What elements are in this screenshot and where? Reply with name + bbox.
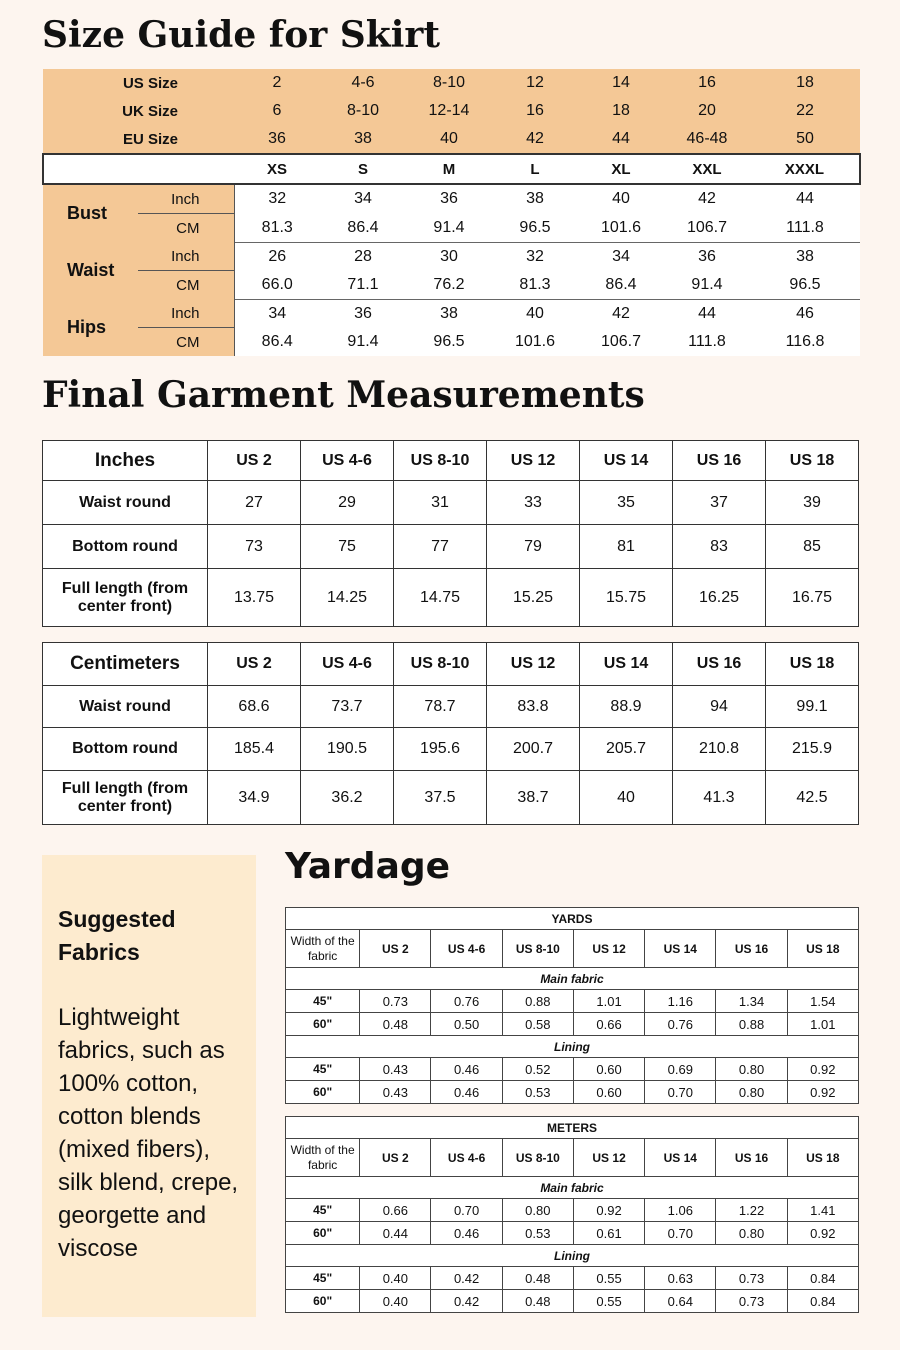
yardage-row [286, 1081, 859, 1104]
size-guide-title: Size Guide for Skirt [42, 14, 440, 56]
yardage-value: 0.60 [573, 1081, 644, 1104]
size-header: US 12 [573, 1139, 644, 1177]
size-value: 2 [234, 69, 320, 97]
measure-value: 66.0 [234, 271, 320, 300]
fabric-width: 60" [286, 1222, 360, 1245]
measure-value: 42 [664, 184, 750, 214]
size-header: US 12 [573, 930, 644, 968]
size-header: US 16 [673, 441, 766, 481]
yardage-row [286, 990, 859, 1013]
letter-size: XL [578, 154, 664, 184]
yardage-value: 0.50 [431, 1013, 502, 1036]
size-value: 14 [578, 69, 664, 97]
size-value: 22 [750, 97, 860, 125]
size-value: 36 [234, 125, 320, 154]
yardage-value: 0.92 [787, 1058, 858, 1081]
size-header: US 16 [716, 930, 787, 968]
measurement-value: 205.7 [580, 728, 673, 771]
size-value: 40 [406, 125, 492, 154]
size-guide-table [42, 69, 861, 356]
measure-value: 38 [492, 184, 578, 214]
measure-value: 44 [664, 299, 750, 328]
yardage-value: 0.43 [360, 1058, 431, 1081]
row-label: Full length (from center front) [43, 771, 208, 825]
fabric-width: 60" [286, 1290, 360, 1313]
yardage-value: 0.42 [431, 1267, 502, 1290]
garment-row [43, 686, 859, 728]
measurement-value: 83 [673, 525, 766, 569]
fabric-width: 45" [286, 1199, 360, 1222]
measurement-value: 14.75 [394, 569, 487, 627]
measurement-value: 34.9 [208, 771, 301, 825]
yardage-value: 0.52 [502, 1058, 573, 1081]
width-header: Width of the fabric [286, 1139, 360, 1177]
yardage-caption: METERS [286, 1117, 859, 1139]
yardage-value: 0.64 [645, 1290, 716, 1313]
measurement-value: 68.6 [208, 686, 301, 728]
measure-value: 46 [750, 299, 860, 328]
yardage-value: 0.46 [431, 1222, 502, 1245]
yardage-value: 0.84 [787, 1267, 858, 1290]
fabric-width: 60" [286, 1013, 360, 1036]
section-label: Lining [286, 1036, 859, 1058]
yardage-value: 0.40 [360, 1267, 431, 1290]
yardage-value: 0.73 [360, 990, 431, 1013]
yardage-row [286, 1222, 859, 1245]
size-value: 18 [578, 97, 664, 125]
size-header: US 4-6 [301, 643, 394, 686]
suggested-fabrics-title: Suggested Fabrics [58, 906, 176, 965]
width-header: Width of the fabric [286, 930, 360, 968]
yardage-value: 0.92 [787, 1222, 858, 1245]
yardage-caption: YARDS [286, 908, 859, 930]
size-row-eu [43, 125, 860, 154]
measure-value: 34 [320, 184, 406, 214]
yardage-value: 0.92 [787, 1081, 858, 1104]
yardage-value: 0.61 [573, 1222, 644, 1245]
measurement-value: 37.5 [394, 771, 487, 825]
size-header: US 18 [766, 643, 859, 686]
garment-row [43, 481, 859, 525]
measure-value: 101.6 [492, 328, 578, 357]
yardage-value: 0.84 [787, 1290, 858, 1313]
yardage-section-row [286, 1036, 859, 1058]
yardage-value: 0.76 [645, 1013, 716, 1036]
measure-value: 116.8 [750, 328, 860, 357]
measurement-value: 85 [766, 525, 859, 569]
size-row-uk [43, 97, 860, 125]
measurement-value: 81 [580, 525, 673, 569]
letter-size: XS [234, 154, 320, 184]
measurement-value: 99.1 [766, 686, 859, 728]
row-label: Waist round [43, 686, 208, 728]
measure-value: 26 [234, 242, 320, 271]
size-value: 16 [664, 69, 750, 97]
garment-row [43, 728, 859, 771]
fabric-width: 45" [286, 1267, 360, 1290]
size-label: US Size [43, 69, 234, 97]
yardage-value: 0.48 [360, 1013, 431, 1036]
measure-group-label: Waist [43, 242, 138, 299]
size-row-us [43, 69, 860, 97]
letter-size: S [320, 154, 406, 184]
measurement-value: 190.5 [301, 728, 394, 771]
yardage-value: 0.73 [716, 1267, 787, 1290]
size-header: US 18 [787, 930, 858, 968]
measurement-value: 73.7 [301, 686, 394, 728]
size-value: 12-14 [406, 97, 492, 125]
yardage-value: 1.34 [716, 990, 787, 1013]
yardage-value: 0.80 [716, 1222, 787, 1245]
yardage-value: 0.66 [573, 1013, 644, 1036]
measurement-value: 41.3 [673, 771, 766, 825]
size-header: US 4-6 [431, 1139, 502, 1177]
yardage-row [286, 1199, 859, 1222]
yardage-value: 0.43 [360, 1081, 431, 1104]
measure-value: 40 [578, 184, 664, 214]
yardage-value: 1.06 [645, 1199, 716, 1222]
size-header: US 12 [487, 441, 580, 481]
yardage-value: 0.48 [502, 1267, 573, 1290]
yardage-meters-table [285, 1116, 859, 1313]
yardage-value: 0.63 [645, 1267, 716, 1290]
fabric-width: 45" [286, 990, 360, 1013]
yardage-value: 0.44 [360, 1222, 431, 1245]
size-header: US 14 [645, 1139, 716, 1177]
measurement-value: 83.8 [487, 686, 580, 728]
yardage-value: 0.88 [716, 1013, 787, 1036]
measure-value: 28 [320, 242, 406, 271]
measure-value: 96.5 [750, 271, 860, 300]
measurement-value: 16.25 [673, 569, 766, 627]
measure-row-cm [43, 214, 860, 243]
measurement-value: 31 [394, 481, 487, 525]
yardage-value: 0.55 [573, 1267, 644, 1290]
yardage-value: 0.70 [645, 1222, 716, 1245]
size-header: US 2 [360, 930, 431, 968]
measure-value: 32 [492, 242, 578, 271]
measurement-value: 215.9 [766, 728, 859, 771]
measure-value: 106.7 [664, 214, 750, 243]
yardage-value: 1.41 [787, 1199, 858, 1222]
size-value: 8-10 [406, 69, 492, 97]
size-header: US 8-10 [502, 930, 573, 968]
measure-value: 42 [578, 299, 664, 328]
measure-value: 30 [406, 242, 492, 271]
yardage-caption-row [286, 908, 859, 930]
measure-value: 111.8 [750, 214, 860, 243]
size-value: 4-6 [320, 69, 406, 97]
yardage-title: Yardage [285, 846, 451, 887]
measurement-value: 35 [580, 481, 673, 525]
yardage-value: 0.69 [645, 1058, 716, 1081]
suggested-fabrics-box [42, 855, 256, 1317]
yardage-value: 0.42 [431, 1290, 502, 1313]
measurement-value: 16.75 [766, 569, 859, 627]
row-label: Bottom round [43, 525, 208, 569]
measure-row-cm [43, 328, 860, 357]
size-value: 50 [750, 125, 860, 154]
measure-value: 36 [320, 299, 406, 328]
garment-header-row [43, 441, 859, 481]
letter-size: L [492, 154, 578, 184]
measure-value: 106.7 [578, 328, 664, 357]
size-value: 38 [320, 125, 406, 154]
measurement-value: 15.25 [487, 569, 580, 627]
measure-value: 34 [578, 242, 664, 271]
measure-row-cm [43, 271, 860, 300]
measure-value: 101.6 [578, 214, 664, 243]
yardage-value: 1.01 [787, 1013, 858, 1036]
size-header: US 4-6 [431, 930, 502, 968]
yardage-value: 0.80 [502, 1199, 573, 1222]
measure-value: 81.3 [492, 271, 578, 300]
measurement-value: 36.2 [301, 771, 394, 825]
yardage-section-row [286, 1245, 859, 1267]
measure-value: 38 [406, 299, 492, 328]
measurement-value: 73 [208, 525, 301, 569]
size-header: US 8-10 [394, 643, 487, 686]
measurement-value: 15.75 [580, 569, 673, 627]
yardage-row [286, 1058, 859, 1081]
size-header: US 2 [360, 1139, 431, 1177]
size-header: US 2 [208, 643, 301, 686]
measure-row-inch [43, 299, 860, 328]
size-header: US 16 [673, 643, 766, 686]
garment-row [43, 771, 859, 825]
measurement-value: 77 [394, 525, 487, 569]
yardage-section-row [286, 1177, 859, 1199]
yardage-value: 0.70 [431, 1199, 502, 1222]
section-label: Main fabric [286, 968, 859, 990]
size-header: US 2 [208, 441, 301, 481]
measurement-value: 27 [208, 481, 301, 525]
unit-label: Inch [138, 242, 234, 271]
letter-size-blank [43, 154, 234, 184]
yardage-value: 0.55 [573, 1290, 644, 1313]
measure-value: 86.4 [320, 214, 406, 243]
size-header: US 18 [766, 441, 859, 481]
size-value: 44 [578, 125, 664, 154]
letter-size-row [43, 154, 860, 184]
measurement-value: 94 [673, 686, 766, 728]
measure-value: 44 [750, 184, 860, 214]
fabric-width: 60" [286, 1081, 360, 1104]
yardage-value: 1.54 [787, 990, 858, 1013]
yardage-value: 0.80 [716, 1081, 787, 1104]
section-label: Main fabric [286, 1177, 859, 1199]
measure-group-label: Bust [43, 184, 138, 242]
size-header: US 16 [716, 1139, 787, 1177]
size-label: UK Size [43, 97, 234, 125]
measurement-value: 79 [487, 525, 580, 569]
yardage-caption-row [286, 1117, 859, 1139]
yardage-value: 0.53 [502, 1222, 573, 1245]
measurement-value: 14.25 [301, 569, 394, 627]
size-value: 12 [492, 69, 578, 97]
measurement-value: 185.4 [208, 728, 301, 771]
unit-header: Inches [43, 441, 208, 481]
size-label: EU Size [43, 125, 234, 154]
measure-value: 40 [492, 299, 578, 328]
measure-value: 86.4 [578, 271, 664, 300]
garment-header-row [43, 643, 859, 686]
size-header: US 4-6 [301, 441, 394, 481]
row-label: Full length (from center front) [43, 569, 208, 627]
measure-value: 96.5 [406, 328, 492, 357]
measurement-value: 33 [487, 481, 580, 525]
measurement-value: 78.7 [394, 686, 487, 728]
yardage-section-row [286, 968, 859, 990]
yardage-value: 0.73 [716, 1290, 787, 1313]
fabric-width: 45" [286, 1058, 360, 1081]
yardage-value: 0.76 [431, 990, 502, 1013]
size-value: 42 [492, 125, 578, 154]
yardage-row [286, 1290, 859, 1313]
measure-group-label: Hips [43, 299, 138, 356]
row-label: Bottom round [43, 728, 208, 771]
size-header: US 12 [487, 643, 580, 686]
yardage-value: 0.66 [360, 1199, 431, 1222]
yardage-row [286, 1267, 859, 1290]
measurement-value: 195.6 [394, 728, 487, 771]
measurement-value: 75 [301, 525, 394, 569]
unit-label: CM [138, 328, 234, 357]
size-header: US 8-10 [502, 1139, 573, 1177]
section-label: Lining [286, 1245, 859, 1267]
size-header: US 14 [580, 643, 673, 686]
yardage-row [286, 1013, 859, 1036]
row-label: Waist round [43, 481, 208, 525]
measure-value: 91.4 [664, 271, 750, 300]
suggested-fabrics-text: Lightweight fabrics, such as 100% cotton, cotton blends (mixed fibers), silk blend, crepe, georgette and viscose [58, 1004, 239, 1262]
measurement-value: 42.5 [766, 771, 859, 825]
centimeters-measurements-table [42, 642, 859, 825]
size-value: 8-10 [320, 97, 406, 125]
yardage-value: 1.01 [573, 990, 644, 1013]
yardage-header-row [286, 1139, 859, 1177]
measure-value: 76.2 [406, 271, 492, 300]
measure-value: 36 [406, 184, 492, 214]
unit-header: Centimeters [43, 643, 208, 686]
yardage-value: 0.58 [502, 1013, 573, 1036]
size-header: US 8-10 [394, 441, 487, 481]
measure-value: 96.5 [492, 214, 578, 243]
measure-value: 34 [234, 299, 320, 328]
size-value: 20 [664, 97, 750, 125]
garment-row [43, 525, 859, 569]
measure-value: 91.4 [320, 328, 406, 357]
yardage-value: 0.60 [573, 1058, 644, 1081]
size-header: US 18 [787, 1139, 858, 1177]
measure-value: 38 [750, 242, 860, 271]
letter-size: XXL [664, 154, 750, 184]
measure-value: 71.1 [320, 271, 406, 300]
measurement-value: 37 [673, 481, 766, 525]
inches-measurements-table [42, 440, 859, 627]
measure-value: 86.4 [234, 328, 320, 357]
measure-row-inch [43, 242, 860, 271]
yardage-yards-table [285, 907, 859, 1104]
yardage-value: 0.92 [573, 1199, 644, 1222]
yardage-value: 0.48 [502, 1290, 573, 1313]
garment-row [43, 569, 859, 627]
size-value: 16 [492, 97, 578, 125]
size-value: 18 [750, 69, 860, 97]
unit-label: Inch [138, 299, 234, 328]
letter-size: XXXL [750, 154, 860, 184]
final-measurements-title: Final Garment Measurements [42, 374, 645, 416]
yardage-value: 0.70 [645, 1081, 716, 1104]
unit-label: Inch [138, 184, 234, 214]
measure-value: 81.3 [234, 214, 320, 243]
yardage-value: 0.40 [360, 1290, 431, 1313]
yardage-header-row [286, 930, 859, 968]
measure-value: 36 [664, 242, 750, 271]
measure-value: 32 [234, 184, 320, 214]
measurement-value: 210.8 [673, 728, 766, 771]
measurement-value: 200.7 [487, 728, 580, 771]
size-header: US 14 [645, 930, 716, 968]
yardage-value: 1.22 [716, 1199, 787, 1222]
measurement-value: 40 [580, 771, 673, 825]
yardage-value: 0.80 [716, 1058, 787, 1081]
measure-value: 91.4 [406, 214, 492, 243]
measurement-value: 29 [301, 481, 394, 525]
measurement-value: 13.75 [208, 569, 301, 627]
size-header: US 14 [580, 441, 673, 481]
unit-label: CM [138, 214, 234, 243]
measurement-value: 39 [766, 481, 859, 525]
letter-size: M [406, 154, 492, 184]
yardage-value: 0.46 [431, 1081, 502, 1104]
size-value: 6 [234, 97, 320, 125]
yardage-value: 0.88 [502, 990, 573, 1013]
measure-row-inch [43, 184, 860, 214]
yardage-value: 1.16 [645, 990, 716, 1013]
size-value: 46-48 [664, 125, 750, 154]
measurement-value: 38.7 [487, 771, 580, 825]
measure-value: 111.8 [664, 328, 750, 357]
yardage-value: 0.46 [431, 1058, 502, 1081]
unit-label: CM [138, 271, 234, 300]
yardage-value: 0.53 [502, 1081, 573, 1104]
measurement-value: 88.9 [580, 686, 673, 728]
